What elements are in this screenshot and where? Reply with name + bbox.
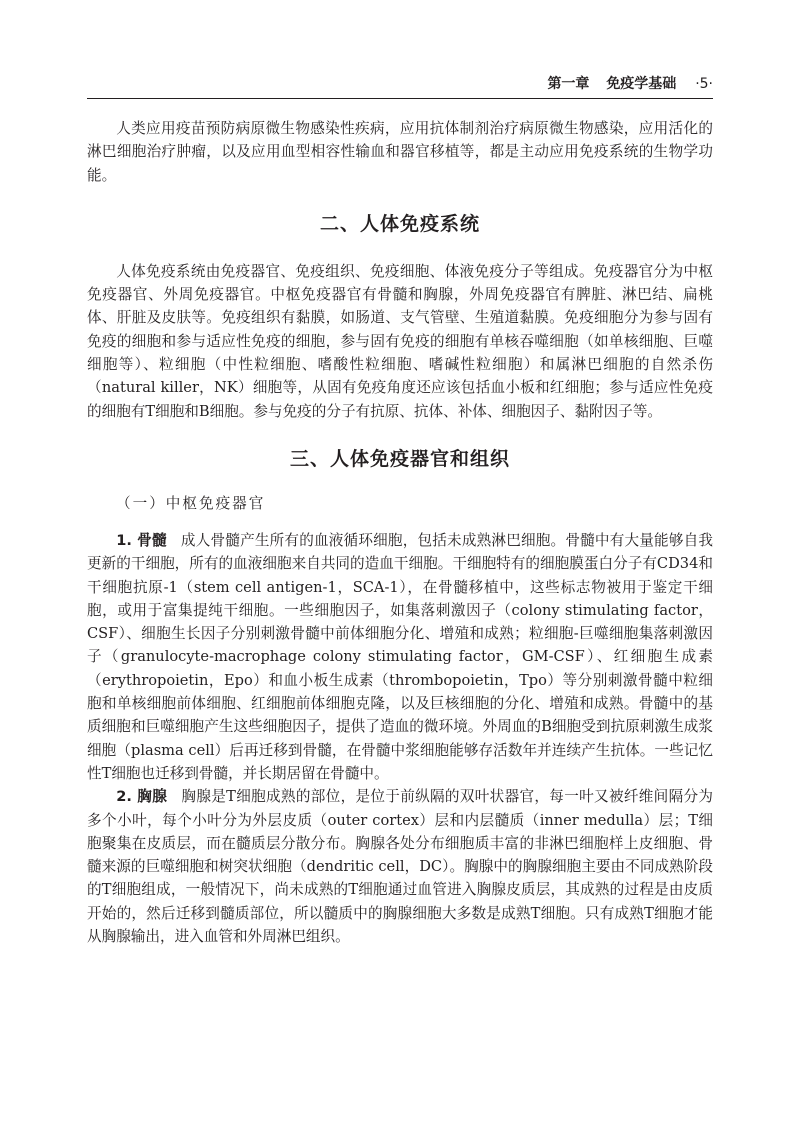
bone-marrow-term: 1. 骨髓 <box>116 531 167 549</box>
chapter-title: 免疫学基础 <box>606 76 677 92</box>
subheading-central-organs: （一）中枢免疫器官 <box>116 494 266 512</box>
thymus-text: 胸腺是T细胞成熟的部位，是位于前纵隔的双叶状器官，每一叶又被纤维间隔分为多个小叶，每个小叶分为外层皮质（outer cortex）层和内层髓质（inner medulla）层；T细胞聚集在皮质层，而在髓质层分散分布。胸腺各处分布细胞质丰富的非淋巴细胞样上皮细胞、骨髓来源的巨噬细胞和树突状细胞（dendritic cell，DC）。胸腺中的胸腺细胞主要由不同成熟阶段的T细胞组成，一般情况下，尚未成熟的T细胞通过血管进入胸腺皮质层，其成熟的过程是由皮质开始的，然后迁移到髓质部位，所以髓质中的胸腺细胞大多数是成熟T细胞。只有成熟T细胞才能从胸腺输出，进入血管和外周淋巴组织。 <box>87 788 713 946</box>
running-head <box>87 70 713 99</box>
bone-marrow-text: 成人骨髓产生所有的血液循环细胞，包括未成熟淋巴细胞。骨髓中有大量能够自我更新的干细胞，所有的血液细胞来自共同的造血干细胞。干细胞特有的细胞膜蛋白分子有CD34和干细胞抗原-1（stem cell antigen-1，SCA-1），在骨髓移植中，这些标志物被用于鉴定干细胞，或用于富集提纯干细胞。一些细胞因子，如集落刺激因子（colony stimulating factor，CSF）、细胞生长因子分别刺激骨髓中前体细胞分化、增殖和成熟；粒细胞-巨噬细胞集落刺激因子（granulocyte-macrophage colony stimulating factor，GM-CSF）、红细胞生成素（erythropoietin，Epo）和血小板生成素（thrombopoietin，Tpo）等分别刺激骨髓中粒细胞和单核细胞前体细胞、红细胞前体细胞克隆，以及巨核细胞的分化、增殖和成熟。骨髓中的基质细胞和巨噬细胞产生这些细胞因子，提供了造血的微环境。外周血的B细胞受到抗原刺激生成浆细胞（plasma cell）后再迁移到骨髓，在骨髓中浆细胞能够存活数年并连续产生抗体。一些记忆性T细胞也迁移到骨髓，并长期居留在骨髓中。 <box>87 531 713 782</box>
section-heading-immune-organs: 三、人体免疫器官和组织 <box>289 447 510 470</box>
bone-marrow-paragraph <box>87 529 713 785</box>
section-heading-immune-system: 二、人体免疫系统 <box>319 212 480 235</box>
page-body <box>87 117 713 948</box>
thymus-paragraph <box>87 785 713 948</box>
thymus-term: 2. 胸腺 <box>116 788 168 806</box>
page-number: ·5· <box>695 76 713 92</box>
chapter-number: 第一章 <box>547 76 590 92</box>
intro-paragraph: 人类应用疫苗预防病原微生物感染性疾病，应用抗体制剂治疗病原微生物感染，应用活化的淋巴细胞治疗肿瘤，以及应用血型相容性输血和器官移植等，都是主动应用免疫系统的生物学功能。 <box>87 120 713 184</box>
immune-system-paragraph: 人体免疫系统由免疫器官、免疫组织、免疫细胞、体液免疫分子等组成。免疫器官分为中枢免疫器官、外周免疫器官。中枢免疫器官有骨髓和胸腺，外周免疫器官有脾脏、淋巴结、扁桃体、肝脏及皮肤等。免疫组织有黏膜，如肠道、支气管壁、生殖道黏膜。免疫细胞分为参与固有免疫的细胞和参与适应性免疫的细胞，参与固有免疫的细胞有单核吞噬细胞（如单核细胞、巨噬细胞等）、粒细胞（中性粒细胞、嗜酸性粒细胞、嗜碱性粒细胞）和属淋巴细胞的自然杀伤（natural killer，NK）细胞等，从固有免疫角度还应该包括血小板和红细胞；参与适应性免疫的细胞有T细胞和B细胞。参与免疫的分子有抗原、抗体、补体、细胞因子、黏附因子等。 <box>87 262 713 420</box>
